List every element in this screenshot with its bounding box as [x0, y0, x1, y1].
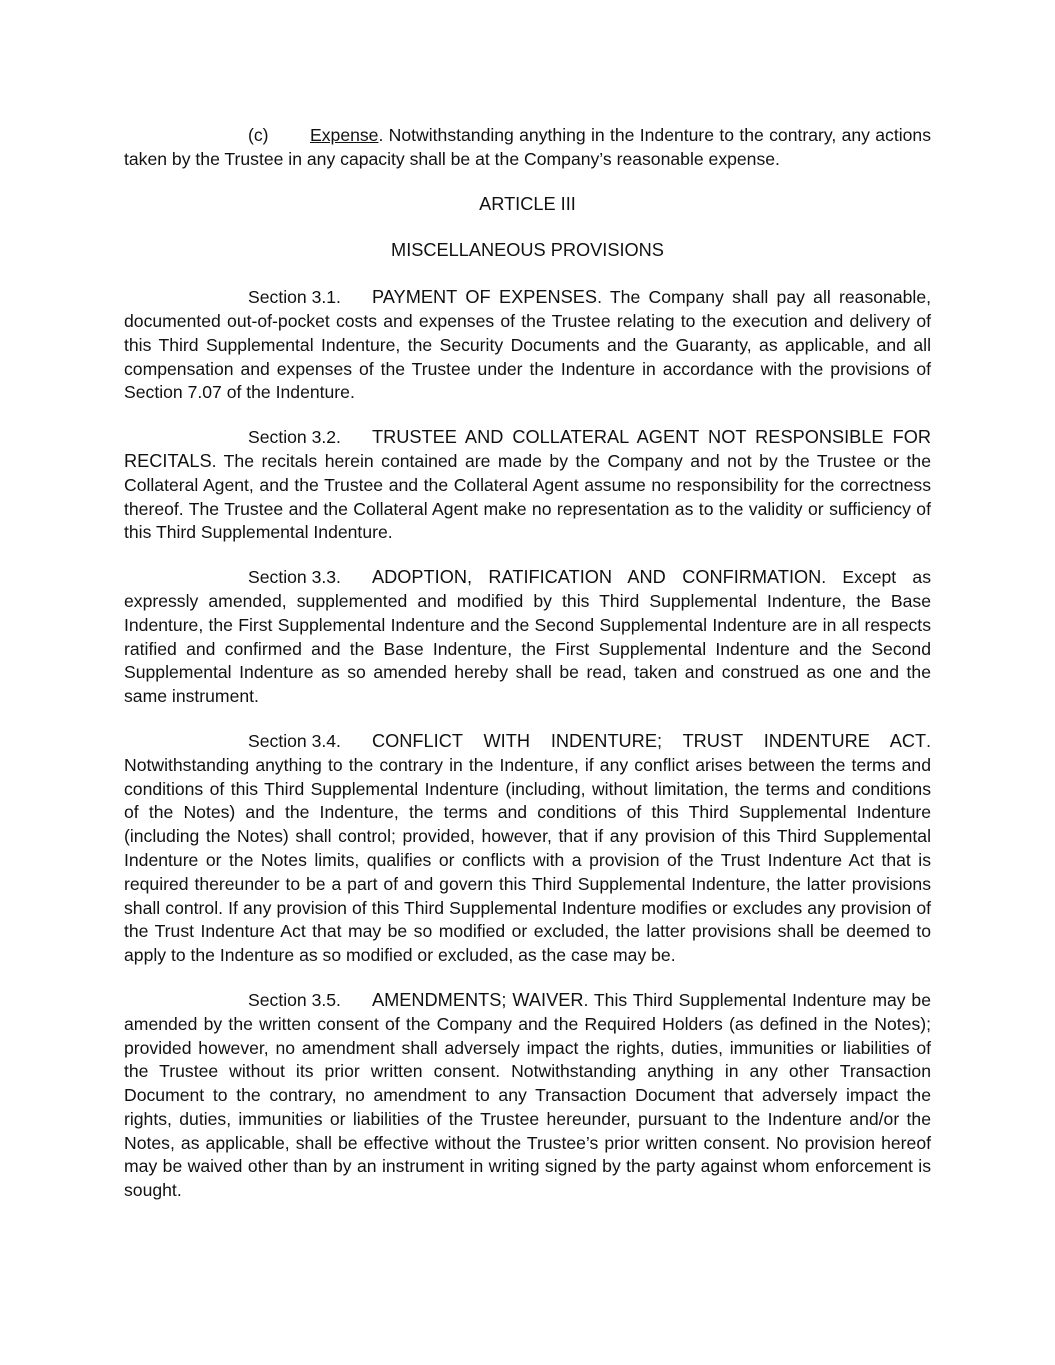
- section-heading: TRUSTEE AND COLLATERAL AGENT NOT RESPONSIBLE FOR RECITALS: [124, 427, 931, 471]
- section-heading: AMENDMENTS; WAIVER: [372, 989, 584, 1010]
- section-text: . The Company shall pay all reasonable, documented out-of-pocket costs and expenses of the Trustee relating to the execution and delivery of this Third Supplemental Indenture, the Security Documents and the Guaranty, as applicable, and all compensation and expenses of the Trustee under the Indenture in accordance with the provisions of Section 7.07 of the Indenture.: [124, 287, 931, 403]
- section-3-5: [124, 989, 931, 1203]
- section-heading: CONFLICT WITH INDENTURE; TRUST INDENTURE ACT: [372, 730, 927, 751]
- section-number: Section 3.3.: [248, 567, 341, 588]
- section-number: Section 3.2.: [248, 427, 341, 448]
- paragraph-label: (c): [248, 125, 269, 145]
- section-3-1: [124, 286, 931, 405]
- section-3-3: [124, 566, 931, 709]
- section-text: . Notwithstanding anything to the contrary in the Indenture, if any conflict arises between the terms and conditions of this Third Supplemental Indenture (including, without limitation, the terms and conditions of the Notes) and the Indenture, the terms and conditions of this Third Supplemental Indenture (including the Notes) shall control; provided, however, that if any provision of this Third Supplemental Indenture or the Notes limits, qualifies or conflicts with a provision of the Trust Indenture Act that is required thereunder to be a part of and govern this Third Supplemental Indenture, the latter provisions shall control. If any provision of this Third Supplemental Indenture modifies or excludes any provision of the Trust Indenture Act that may be so modified or excluded, the latter provisions shall be deemed to apply to the Indenture as so modified or excluded, as the case may be.: [124, 730, 931, 966]
- section-number: Section 3.4.: [248, 730, 341, 751]
- paragraph-c: [124, 124, 931, 172]
- section-3-2: [124, 426, 931, 545]
- document-page: [124, 124, 931, 1203]
- section-text: . This Third Supplemental Indenture may be amended by the written consent of the Company and the Required Holders (as defined in the Notes); provided however, no amendment shall adversely impact the rights, duties, immunities or liabilities of the Trustee without its prior written consent. Notwithstanding anything in any other Transaction Document to the contrary, no amendment to any Transaction Document that adversely impact the rights, duties, immunities or liabilities of the Trustee hereunder, pursuant to the Indenture and/or the Notes, as applicable, shall be effective without the Trustee’s prior written consent. No provision hereof may be waived other than by an instrument in writing signed by the party against whom enforcement is sought.: [124, 989, 931, 1201]
- section-number: Section 3.1.: [248, 287, 341, 308]
- article-number: ARTICLE III: [479, 193, 576, 214]
- section-heading: ADOPTION, RATIFICATION AND CONFIRMATION: [372, 567, 822, 588]
- paragraph-title: Expense: [310, 125, 379, 145]
- section-3-4: [124, 730, 931, 968]
- section-heading: PAYMENT OF EXPENSES: [372, 287, 598, 308]
- paragraph-text: . Notwithstanding anything in the Indenture to the contrary, any actions taken by the Trustee in any capacity shall be at the Company’s reasonable expense.: [124, 125, 931, 169]
- article-title: MISCELLANEOUS PROVISIONS: [391, 240, 664, 261]
- section-text: . The recitals herein contained are made by the Company and not by the Trustee or the Collateral Agent, and the Trustee and the Collateral Agent assume no responsibility for the correctness thereof. The Trustee and the Collateral Agent make no representation as to the validity or sufficiency of this Third Supplemental Indenture.: [124, 450, 931, 543]
- section-text: . Except as expressly amended, supplemented and modified by this Third Supplemental Indenture, the Base Indenture, the First Supplemental Indenture and the Second Supplemental Indenture are in all respects ratified and confirmed and the Base Indenture, the First Supplemental Indenture and the Second Supplemental Indenture as so amended hereby shall be read, taken and construed as one and the same instrument.: [124, 567, 931, 707]
- section-number: Section 3.5.: [248, 989, 341, 1010]
